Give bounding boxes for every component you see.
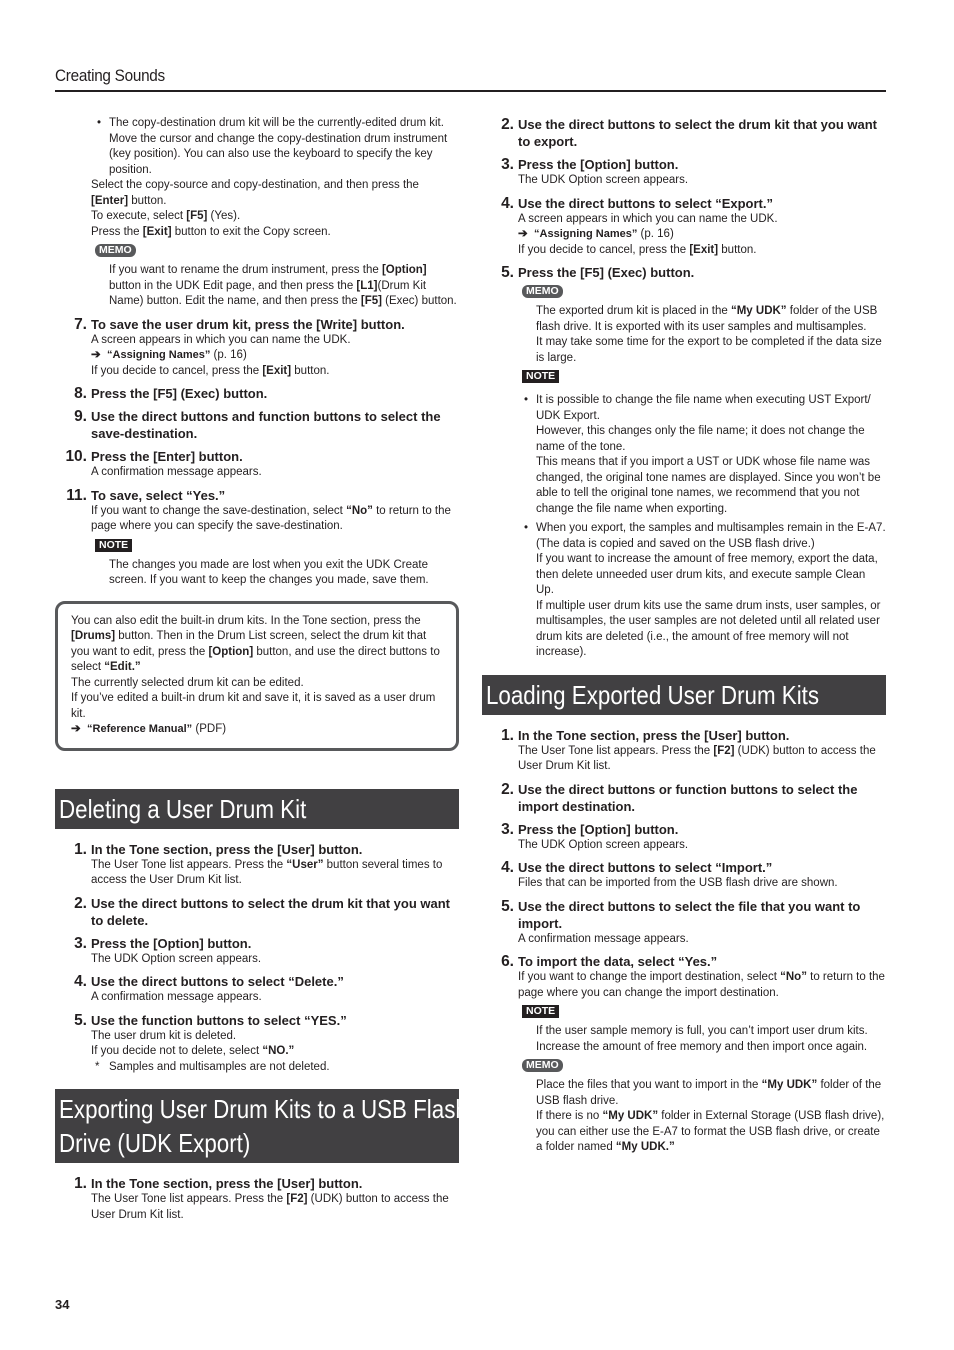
right-arrow-icon: ➔ xyxy=(91,349,101,361)
section-heading-load: Loading Exported User Drum Kits xyxy=(482,675,886,715)
cross-reference[interactable]: ➔ “Assigning Names” (p. 16) xyxy=(518,228,674,240)
step-2: 2. Use the direct buttons to select the drum kit that you want to delete. xyxy=(74,894,450,928)
step-7: 7. To save the user drum kit, press the [Write] button. xyxy=(74,315,405,333)
step-body: Files that can be imported from the USB flash drive are shown. xyxy=(518,877,838,889)
section-heading-export: Exporting User Drum Kits to a USB Flash Drive (UDK Export) xyxy=(55,1089,459,1163)
step-body: If you decide to cancel, press the [Exit] button. xyxy=(91,364,330,377)
footnote: * Samples and multisamples are not deleted. xyxy=(95,1060,330,1073)
right-arrow-icon: ➔ xyxy=(71,723,81,735)
list-item: • When you export, the samples and multisamples remain in the E-A7. (The data is copied and saved on the USB flash drive.) If you want to increase the amount of free memory, export the data, then delete unneeded user drum kits, and execute sample Clean Up. If multiple user drum kits use the same drum insts, user samples, or multisamples, the user samples are not deleted until all related user drum kits are deleted (i.e., the amount of free memory will not increase). xyxy=(482,521,886,661)
step-body: A confirmation message appears. xyxy=(91,466,262,478)
step-body: The UDK Option screen appears. xyxy=(518,838,689,851)
step-body: A confirmation message appears. xyxy=(518,932,689,945)
memo-tag: MEMO xyxy=(522,1059,563,1072)
memo-text: Place the files that you want to import in the “My UDK” folder of the USB flash drive. xyxy=(536,1079,882,1107)
left-column xyxy=(55,116,468,1223)
step-5: 5. Use the function buttons to select “YES.” xyxy=(74,1011,347,1029)
step-body: The User Tone list appears. Press the [F2] (UDK) button to access the User Drum Kit list. xyxy=(518,744,876,772)
memo-text: If there is no “My UDK” folder in External Storage (USB flash drive), you can either use the E-A7 to format the USB flash drive, or create a folder named “My UDK.” xyxy=(536,1110,885,1153)
step-3: 3. Press the [Option] button. xyxy=(501,156,679,173)
note-tag: NOTE xyxy=(95,539,132,552)
step-body: A confirmation message appears. xyxy=(91,991,262,1003)
step-10: 10. Press the [Enter] button. xyxy=(65,448,243,465)
step-body: If you want to change the save-destination, select “No” to return to the page where you can specify the save-destination. xyxy=(91,504,451,532)
step-3: 3. Press the [Option] button. xyxy=(74,934,252,952)
memo-tag: MEMO xyxy=(522,285,563,298)
note-tag: NOTE xyxy=(522,370,559,383)
page-number: 34 xyxy=(55,1297,70,1312)
memo-text: If you want to rename the drum instrument, press the [Option] button in the UDK Edit page, and then press the [L1](Drum Kit Name) button. Edit the name, and then press the [F5] (Exec) button. xyxy=(109,264,457,307)
memo-text: It may take some time for the export to be completed if the data size is large. xyxy=(536,336,882,364)
note-tag: NOTE xyxy=(522,1005,559,1018)
note-text: If the user sample memory is full, you can’t import user drum kits. Increase the amount of free memory and then import once again. xyxy=(536,1025,868,1053)
section-header: Creating Sounds xyxy=(55,66,165,85)
paragraph: Press the [Exit] button to exit the Copy screen. xyxy=(91,225,331,238)
memo-text: The exported drum kit is placed in the “My UDK” folder of the USB flash drive. It is exported with its user samples and multisamples. xyxy=(536,305,878,333)
step-5: 5. Press the [F5] (Exec) button. xyxy=(501,264,695,281)
section-heading-delete: Deleting a User Drum Kit xyxy=(55,789,459,829)
step-2: 2. Use the direct buttons to select the drum kit that you want to export. xyxy=(501,116,877,149)
right-column xyxy=(482,116,886,1156)
paragraph: To execute, select [F5] (Yes). xyxy=(91,210,241,222)
cross-reference[interactable]: ➔ “Assigning Names” (p. 16) xyxy=(91,349,247,361)
step-body: The User Tone list appears. Press the [F2] (UDK) button to access the User Drum Kit list. xyxy=(91,1193,449,1221)
note-text: The changes you made are lost when you exit the UDK Create screen. If you want to keep the changes you made, save them. xyxy=(109,558,429,586)
list-item: • It is possible to change the file name when executing UST Export/ UDK Export. However, this changes only the file name; it does not change the name of the tone. This means that if you import a UST or UDK whose file name was changed, the original tone names are displayed. Since you won’t be able to tell the original tone names, we recommend that you not change the file name when exporting. xyxy=(482,393,886,517)
step-1: 1. In the Tone section, press the [User] button. xyxy=(501,726,790,744)
step-body: The UDK Option screen appears. xyxy=(518,174,689,186)
step-11: 11. To save, select “Yes.” xyxy=(66,486,226,504)
step-body: A screen appears in which you can name the UDK. xyxy=(518,212,778,225)
step-4: 4. Use the direct buttons to select “Export.” xyxy=(501,194,773,212)
step-3: 3. Press the [Option] button. xyxy=(501,820,679,838)
step-6: 6. To import the data, select “Yes.” xyxy=(501,953,718,970)
paragraph: Select the copy-source and copy-destination, and then press the [Enter] button. xyxy=(91,179,419,207)
step-4: 4. Use the direct buttons to select “Import.” xyxy=(501,859,773,876)
step-body: The User Tone list appears. Press the “User” button several times to access the User Drum Kit list. xyxy=(91,858,443,886)
step-1: 1. In the Tone section, press the [User] button. xyxy=(74,840,363,858)
step-body: If you decide to cancel, press the [Exit] button. xyxy=(518,243,757,256)
step-4: 4. Use the direct buttons to select “Delete.” xyxy=(74,973,344,990)
header-rule xyxy=(55,90,886,92)
step-body: The user drum kit is deleted. xyxy=(91,1029,237,1042)
info-box: You can also edit the built-in drum kits. In the Tone section, press the [Drums] button. Then in the Drum List screen, select the drum kit that you want to edit, press the [Option] button, and use the direct buttons to select “Edit.” The currently selected drum kit can be edited. If you’ve edited a built-in drum kit and save it, it is saved as a user drum kit. ➔ “Reference Manual” (PDF) xyxy=(55,601,459,751)
step-body: A screen appears in which you can name the UDK. xyxy=(91,333,351,346)
step-2: 2. Use the direct buttons or function buttons to select the import destination. xyxy=(501,780,858,814)
step-8: 8. Press the [F5] (Exec) button. xyxy=(74,385,268,402)
step-body: If you decide not to delete, select “NO.” xyxy=(91,1045,295,1057)
list-item: • The copy-destination drum kit will be the currently-edited drum kit. Move the cursor and change the copy-destination drum instrument (key position). You can also use the keyboard to specify the key position. xyxy=(55,116,459,178)
step-5: 5. Use the direct buttons to select the file that you want to import. xyxy=(501,897,861,931)
step-body: If you want to change the import destination, select “No” to return to the page where you can change the import destination. xyxy=(518,971,885,999)
step-body: The UDK Option screen appears. xyxy=(91,952,262,965)
memo-tag: MEMO xyxy=(95,244,136,257)
right-arrow-icon: ➔ xyxy=(518,228,528,240)
step-1: 1. In the Tone section, press the [User] button. xyxy=(74,1175,363,1192)
step-9: 9. Use the direct buttons and function buttons to select the save-destination. xyxy=(74,408,441,441)
cross-reference[interactable]: ➔ “Reference Manual” (PDF) xyxy=(71,723,227,735)
